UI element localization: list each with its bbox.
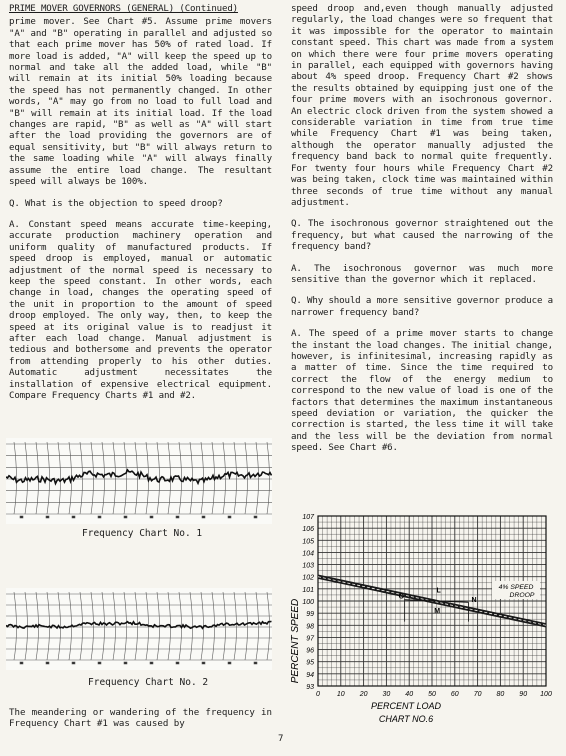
tick-mark	[20, 662, 23, 664]
tick-mark	[46, 662, 49, 664]
y-tick-labels	[302, 514, 315, 691]
y-tick-label: 101	[302, 586, 314, 594]
tick-mark	[228, 516, 231, 518]
tick-mark	[202, 662, 205, 664]
chart-annotations	[399, 588, 477, 622]
x-tick-label: 90	[519, 691, 528, 698]
chart-6	[286, 506, 558, 732]
chart-title: CHART NO.6	[378, 714, 434, 724]
frequency-trace	[6, 470, 272, 484]
point-label: L	[436, 587, 441, 595]
tick-mark	[124, 516, 127, 518]
paragraph: speed droop and,even though manually adjusted regularly, the load changes were so frequent that it was impossible for the operator to maintain constant speed. This chart was made from a system on which there were four prime movers operating in parallel, each equipped with governors having about 4% speed droop. Frequency Chart #2 shows the results obtained by equipping just one of the four prime movers with an isochronous governor. An electric clock driven from the system showed a considerable variation in time from true time while Frequency Chart #1 was being taken, although the operator manually adjusted the frequency band back to normal quite frequently. For twenty four hours while Frequency Chart #2 was being taken, clock time was maintained within three seconds of true time without any manual adjustment.	[291, 4, 553, 208]
y-tick-label: 94	[306, 671, 314, 679]
trace-line	[6, 470, 272, 484]
paragraph: prime mover. See Chart #5. Assume prime movers "A" and "B" operating in parallel and adjusted so that each prime mover has 50% of rated load. If more load is added, "A" will keep the speed up to normal and take all the added load, while "B" will remain at its initial 50% loading because the speed has not permanently changed. In other words, "A" may go from no load to full load and "B" will remain at its initial load. If the load changes are rapid, "B" as well as "A" will start after the load providing the governors are of equal sensitivity, but "B" will always return to the same loading while "A" will always finally assume the entire load change. The resultant speed will always be 100%.	[9, 17, 272, 188]
x-tick-label: 0	[316, 691, 320, 698]
question: Q. What is the objection to speed droop?	[9, 198, 223, 209]
point-label: N	[471, 597, 477, 605]
answer: A. The speed of a prime mover starts to change the instant the load changes. The initial change, however, is infinitesimal, increasing rapidly as a matter of time. Since the time required to correct the flow of the energy medium to correspond to the new value of load is one of the factors that determines the maximum instantaneous speed deviation or variation, the quicker the correction is started, the less time it will take and the less will be the deviation from normal speed. See Chart #6.	[291, 329, 553, 454]
frequency-chart-1	[6, 438, 272, 524]
point-label: O	[398, 593, 405, 601]
y-tick-label: 95	[306, 659, 314, 667]
tick-mark	[254, 516, 257, 518]
tick-mark	[46, 516, 49, 518]
tick-mark	[202, 516, 205, 518]
x-axis-label: PERCENT LOAD	[370, 701, 442, 711]
grid-arc	[256, 592, 259, 660]
y-tick-label: 96	[306, 647, 314, 655]
question: Q. The isochronous governor straightened out the frequency, but what caused the narrowing of the frequency band?	[291, 219, 553, 253]
grid-arc	[234, 592, 237, 660]
chart-caption: Frequency Chart No. 1	[82, 528, 203, 539]
grid-arc	[102, 592, 105, 660]
y-tick-label: 99	[306, 611, 314, 619]
tick-mark	[98, 516, 101, 518]
grid-arc	[223, 442, 226, 514]
x-tick-label: 20	[359, 691, 368, 698]
grid-arc	[234, 442, 237, 514]
y-tick-label: 106	[302, 526, 314, 534]
y-tick-label: 98	[306, 623, 314, 631]
grid-arc	[135, 592, 138, 660]
answer: A. The isochronous governor was much more sensitive than the governor which it replaced.	[291, 263, 553, 285]
y-tick-label: 107	[302, 514, 314, 521]
grid-arc	[256, 442, 259, 514]
tick-mark	[254, 662, 257, 664]
x-tick-label: 70	[473, 691, 482, 698]
y-tick-label: 100	[302, 599, 314, 606]
grid-arc	[124, 592, 127, 660]
grid-arc	[124, 442, 127, 514]
x-tick-labels	[316, 691, 552, 698]
x-tick-label: 40	[405, 691, 414, 698]
point-label: M	[434, 607, 441, 615]
droop-label: 4% SPEED DROOP	[498, 584, 535, 599]
answer: A. Constant speed means accurate time-keeping, accurate production machinery operation and uniform quality of manufactured products. If speed droop is employed, manual or automatic adjustment of the normal speed is necessary to keep the speed constant. In other words, each change in load, changes the operating speed of the unit in proportion to the amount of speed droop employed. The only way, then, to keep the speed at its original value is to readjust it after each load change. Manual adjustment is tedious and bothersome and prevents the operator from attending properly to his other duties. Automatic adjustment necessitates the installation of expensive electrical equipment. Compare Frequency Charts #1 and #2.	[9, 219, 272, 401]
x-tick-label: 10	[336, 691, 345, 698]
grid-arc	[91, 442, 94, 514]
grid-arc	[157, 442, 160, 514]
y-tick-label: 102	[302, 574, 314, 582]
tick-mark	[72, 516, 75, 518]
y-tick-label: 103	[302, 562, 314, 570]
tick-mark	[176, 662, 179, 664]
page-number: 7	[278, 734, 284, 744]
x-tick-label: 80	[496, 691, 505, 698]
x-tick-label: 100	[540, 691, 552, 698]
question: Q. Why should a more sensitive governor produce a narrower frequency band?	[291, 296, 553, 318]
grid-arc	[267, 592, 270, 660]
y-tick-label: 97	[306, 635, 314, 643]
tick-mark	[124, 662, 127, 664]
section-header: PRIME MOVER GOVERNORS (GENERAL) (Continued)	[9, 4, 238, 14]
grid-arc	[267, 442, 270, 514]
left-column	[9, 4, 272, 412]
grid-arc	[58, 442, 61, 514]
tick-mark	[150, 516, 153, 518]
grid-arc	[190, 592, 193, 660]
y-tick-label: 105	[302, 538, 314, 546]
grid-arc	[80, 442, 83, 514]
y-tick-label: 104	[302, 550, 314, 558]
tick-mark	[228, 662, 231, 664]
grid-arc	[245, 592, 248, 660]
tick-mark	[150, 662, 153, 664]
grid-arc	[113, 442, 116, 514]
y-axis-label: PERCENT SPEED	[290, 598, 301, 684]
chart-grid	[6, 592, 272, 664]
grid-arc	[135, 442, 138, 514]
tick-mark	[176, 516, 179, 518]
grid-arc	[91, 592, 94, 660]
tick-mark	[98, 662, 101, 664]
x-tick-label: 50	[428, 691, 436, 698]
tick-mark	[72, 662, 75, 664]
chart-caption: Frequency Chart No. 2	[88, 677, 209, 688]
tick-mark	[20, 516, 23, 518]
x-tick-label: 30	[382, 691, 391, 698]
x-tick-label: 60	[450, 691, 459, 698]
y-tick-label: 93	[306, 684, 314, 691]
right-column	[291, 4, 553, 465]
paragraph: The meandering or wandering of the frequency in Frequency Chart #1 was caused by	[9, 708, 272, 730]
grid-arc	[113, 592, 116, 660]
frequency-chart-2	[6, 588, 272, 670]
grid-arc	[80, 592, 83, 660]
